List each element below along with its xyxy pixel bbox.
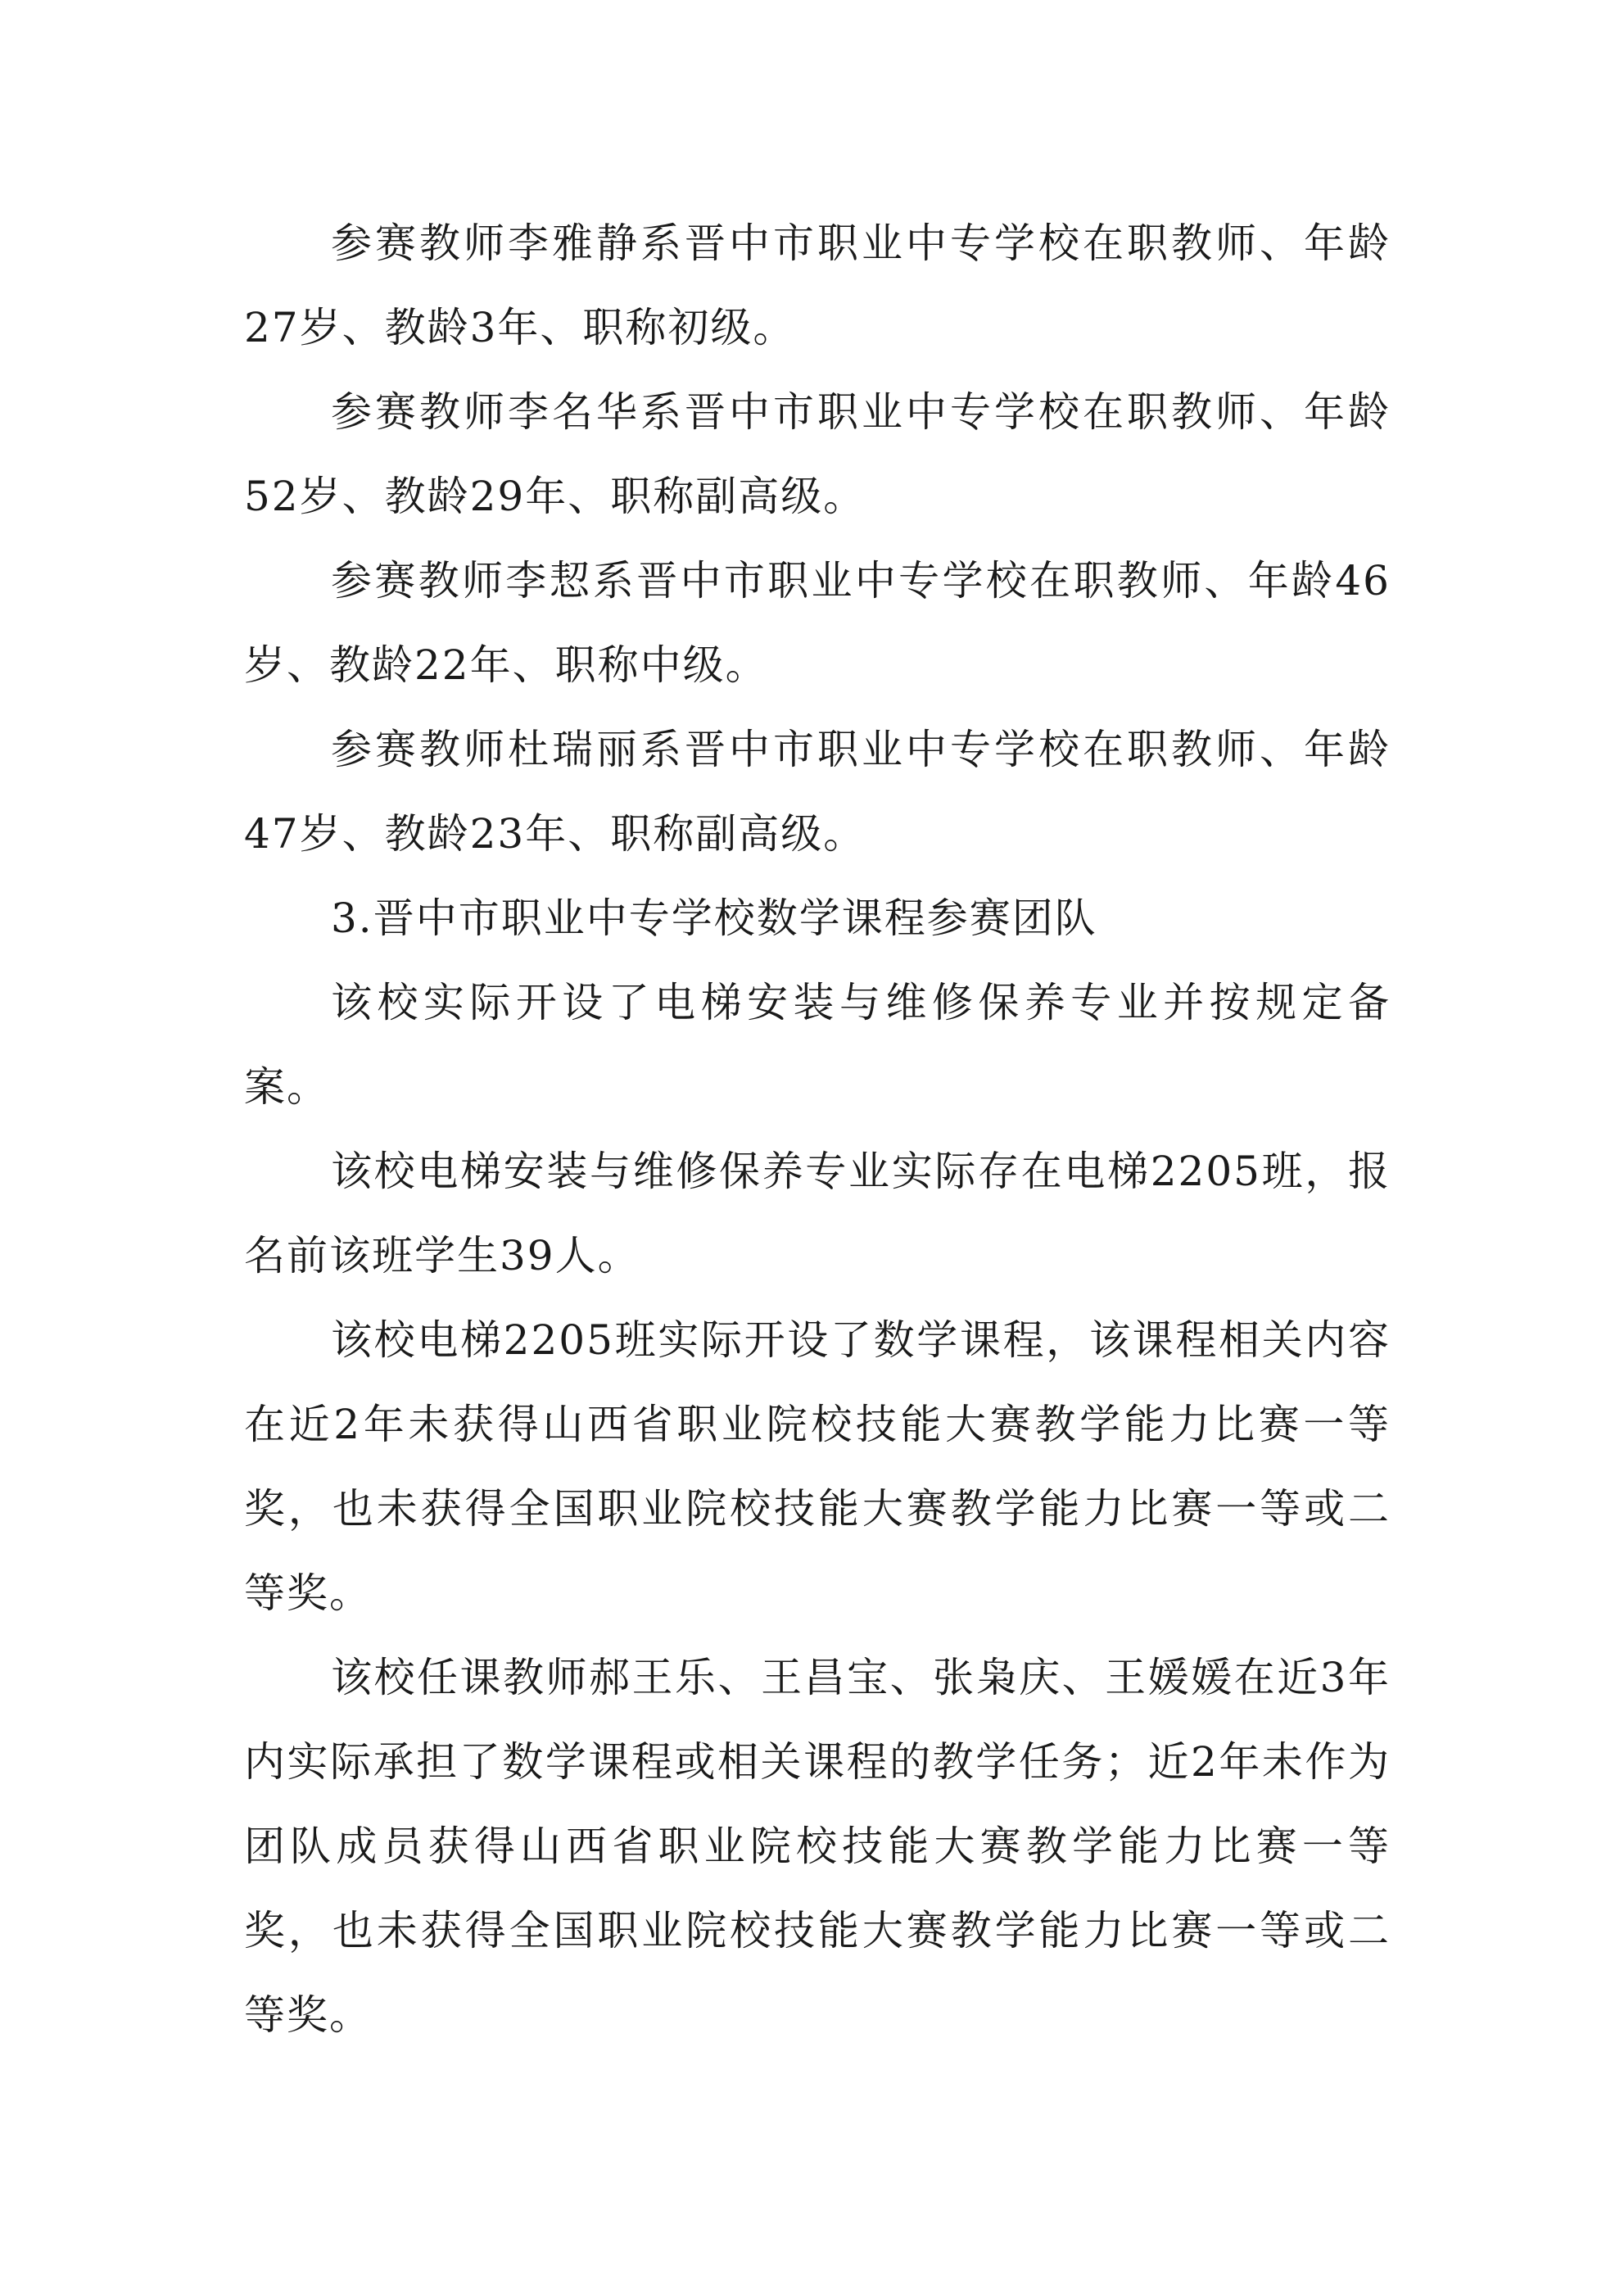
paragraph-teacher-li-jia: 参赛教师李恝系晋中市职业中专学校在职教师、年龄46岁、教龄22年、职称中级。 (244, 557, 1391, 689)
paragraph-teacher-li-yajing: 参赛教师李雅静系晋中市职业中专学校在职教师、年龄27岁、教龄3年、职称初级。 (244, 220, 1391, 351)
paragraph-major-established: 该校实际开设了电梯安装与维修保养专业并按规定备案。 (244, 979, 1391, 1111)
paragraph-teacher-li-minghua: 参赛教师李名华系晋中市职业中专学校在职教师、年龄52岁、教龄29年、职称副高级。 (244, 388, 1391, 520)
paragraph-class-2205: 该校电梯安装与维修保养专业实际存在电梯2205班，报名前该班学生39人。 (244, 1148, 1391, 1279)
section-heading-math-team: 3.晋中市职业中专学校数学课程参赛团队 (331, 894, 1097, 942)
paragraph-course-teachers: 该校任课教师郝王乐、王昌宝、张枭庆、王媛媛在近3年内实际承担了数学课程或相关课程的教学任务；近2年未作为团队成员获得山西省职业院校技能大赛教学能力比赛一等奖，也未获得全国职业院校技能大赛教学能力比赛一等或二等奖。 (244, 1654, 1391, 2039)
document-body (244, 202, 1391, 2058)
paragraph-math-course: 该校电梯2205班实际开设了数学课程，该课程相关内容在近2年未获得山西省职业院校技能大赛教学能力比赛一等奖，也未获得全国职业院校技能大赛教学能力比赛一等或二等奖。 (244, 1316, 1391, 1617)
paragraph-teacher-du-ruili: 参赛教师杜瑞丽系晋中市职业中专学校在职教师、年龄47岁、教龄23年、职称副高级。 (244, 726, 1391, 858)
